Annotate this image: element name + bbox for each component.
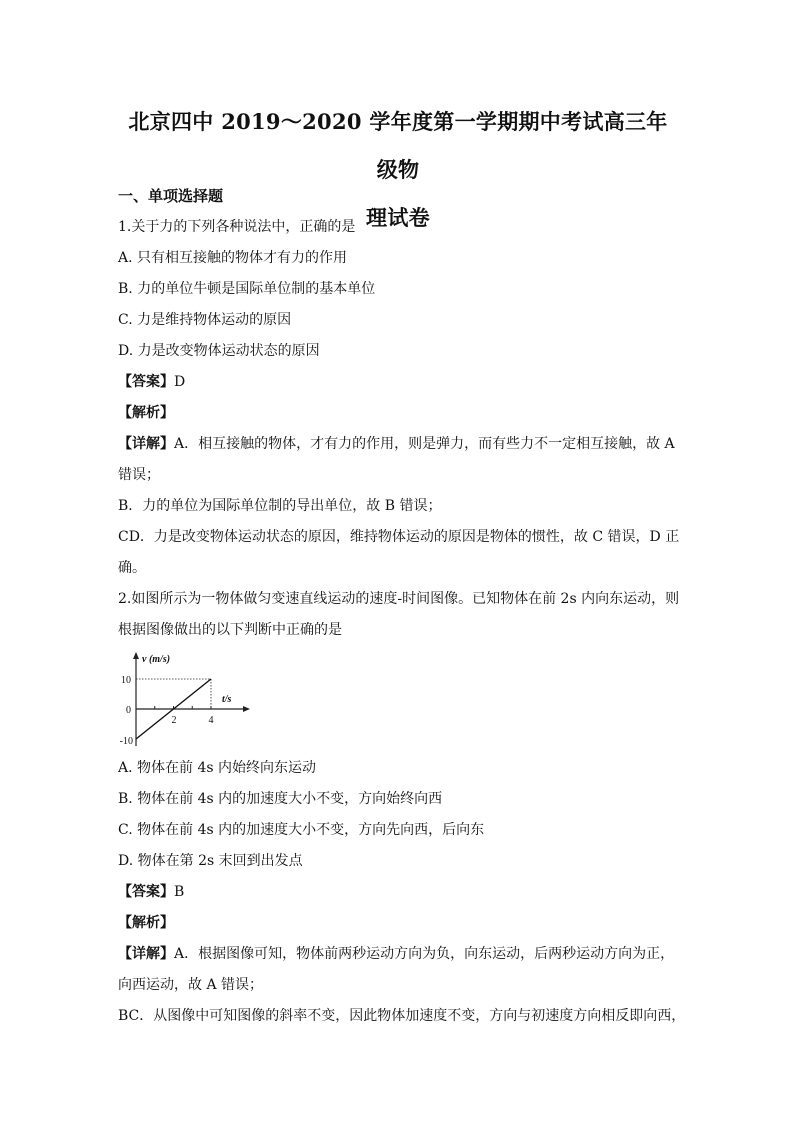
q2-option-c: C. 物体在前 4s 内的加速度大小不变，方向先向西，后向东 <box>118 822 485 838</box>
q1-option-a: A. 只有相互接触的物体才有力的作用 <box>118 250 348 266</box>
q2-detail-line-1: 【详解】A．根据图像可知，物体前两秒运动方向为负，向东运动，后两秒运动方向为正， <box>118 946 675 962</box>
q1-detail-line-4: CD．力是改变物体运动状态的原因，维持物体运动的原因是物体的惯性，故 C 错误，D 正 <box>118 529 680 545</box>
q2-option-b: B. 物体在前 4s 内的加速度大小不变，方向始终向西 <box>118 791 443 807</box>
q1-answer-label: 【答案】 <box>118 374 174 390</box>
y-tick-neg10: -10 <box>119 736 133 747</box>
q2-detail-line-3: BC．从图像中可知图像的斜率不变，因此物体加速度不变，方向与初速度方向相反即向西， <box>118 1008 686 1024</box>
q1-detail-line-3: B．力的单位为国际单位制的导出单位，故 B 错误； <box>118 498 442 514</box>
q1-detail-label: 【详解】 <box>118 436 174 452</box>
q2-stem-line-2: 根据图像做出的以下判断中正确的是 <box>118 622 342 638</box>
velocity-time-graph <box>118 650 258 750</box>
x-axis-label: t/s <box>222 694 232 705</box>
q2-option-d: D. 物体在第 2s 末回到出发点 <box>118 853 303 869</box>
q2-option-a: A. 物体在前 4s 内始终向东运动 <box>118 760 317 776</box>
y-axis-label: v (m/s) <box>142 654 171 665</box>
q2-answer-value: B <box>174 884 185 900</box>
q2-detail-line-2: 向西运动，故 A 错误； <box>118 977 264 993</box>
q1-detail-line-2: 错误； <box>118 467 160 483</box>
q1-option-d: D. 力是改变物体运动状态的原因 <box>118 343 320 359</box>
q1-option-c: C. 力是维持物体运动的原因 <box>118 312 292 328</box>
y-tick-0: 0 <box>126 705 131 716</box>
q1-answer-value: D <box>174 374 186 390</box>
title-line-2: 理试卷 <box>366 205 430 230</box>
q2-detail-label: 【详解】 <box>118 946 174 962</box>
q1-detail-line-1: 【详解】A．相互接触的物体，才有力的作用，则是弹力，而有些力不一定相互接触，故 A <box>118 436 675 452</box>
q2-answer <box>118 882 184 902</box>
x-axis-arrow <box>243 706 250 712</box>
q1-answer <box>118 372 185 392</box>
q1-stem: 1.关于力的下列各种说法中，正确的是 <box>118 219 356 235</box>
q1-analysis-label: 【解析】 <box>118 405 174 421</box>
x-tick-2: 2 <box>171 715 177 726</box>
x-tick-4: 4 <box>208 715 214 726</box>
q1-option-b: B. 力的单位牛顿是国际单位制的基本单位 <box>118 281 376 297</box>
q1-detail-line-5: 确。 <box>118 560 146 576</box>
q2-analysis-label: 【解析】 <box>118 915 174 931</box>
y-axis-arrow <box>133 652 139 659</box>
section-heading: 一、单项选择题 <box>118 187 224 205</box>
title-line-1: 北京四中 2019～2020 学年度第一学期期中考试高三年级物 <box>128 109 668 182</box>
q2-stem-line-1: 2.如图所示为一物体做匀变速直线运动的速度-时间图像。已知物体在前 2s 内向东运动，则 <box>118 591 680 607</box>
q2-answer-label: 【答案】 <box>118 884 174 900</box>
y-tick-10: 10 <box>121 675 131 686</box>
